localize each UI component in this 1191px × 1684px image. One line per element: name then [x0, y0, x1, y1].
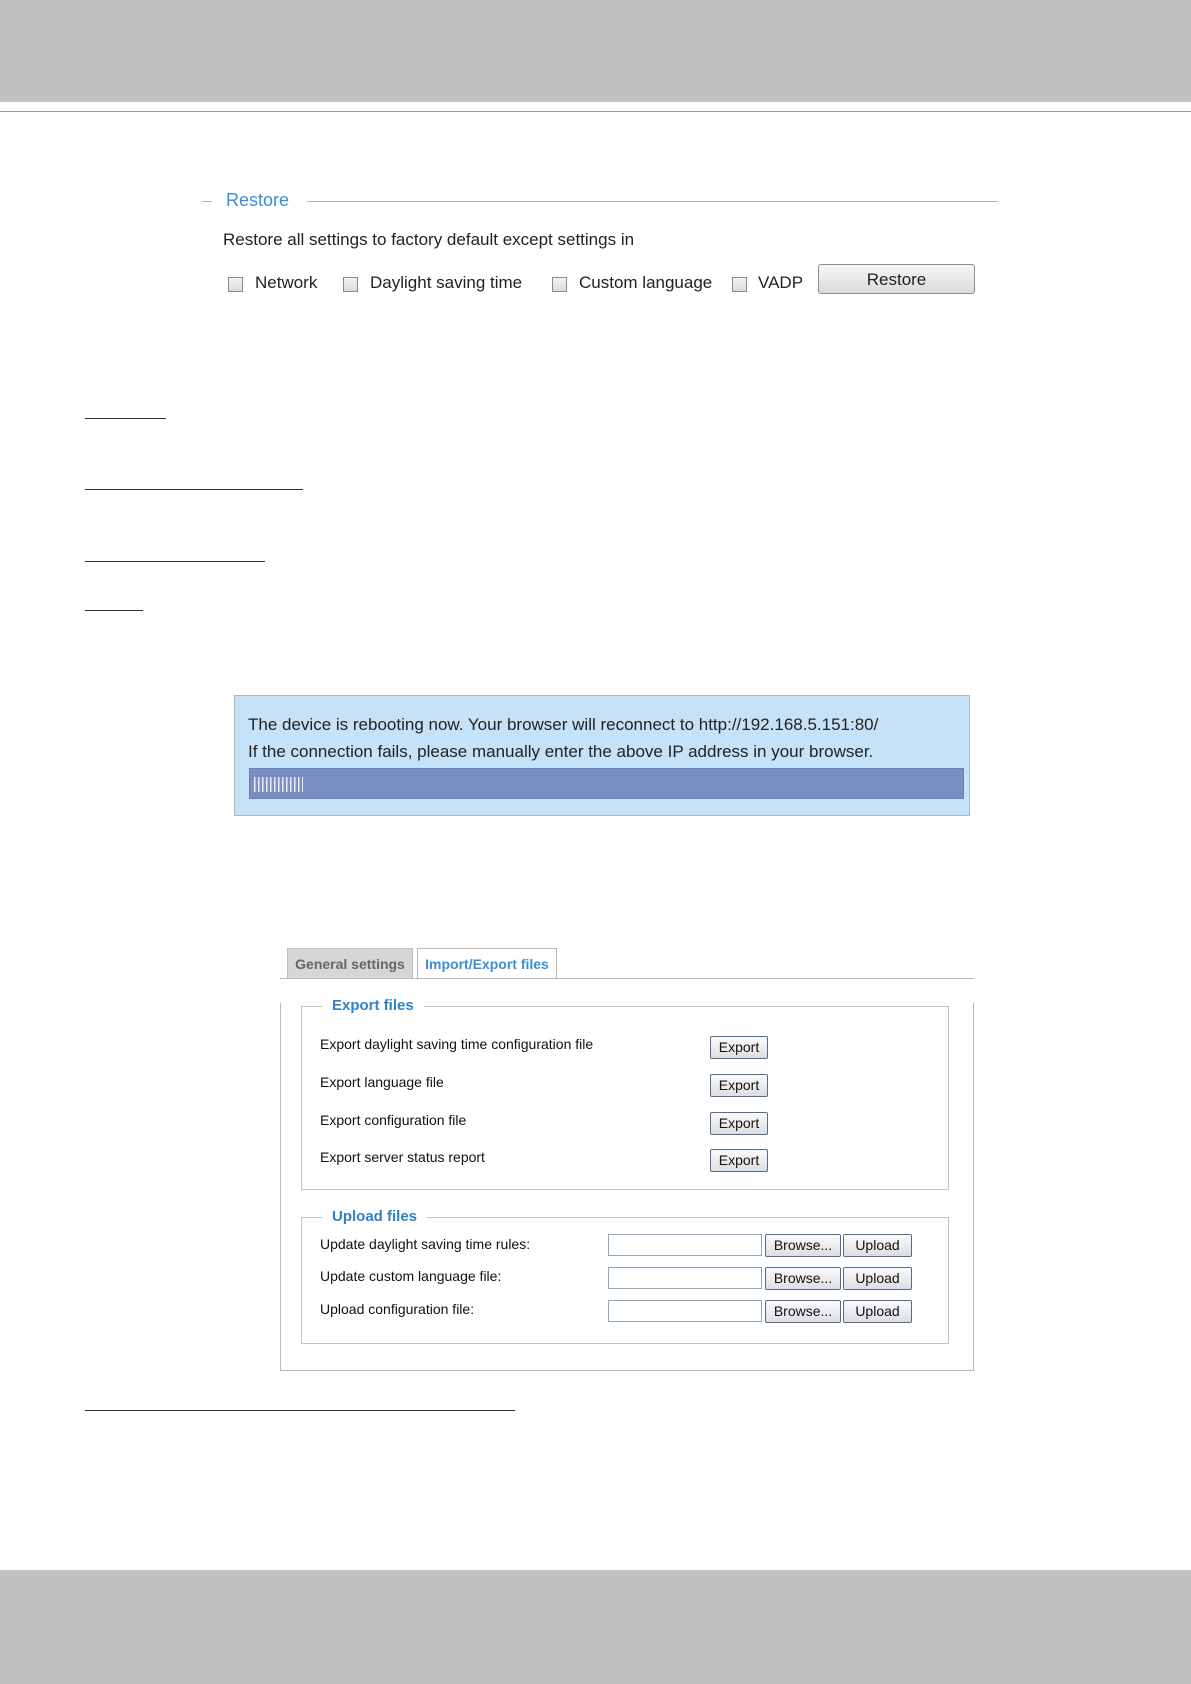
upload-config-label: Upload configuration file: [320, 1301, 475, 1317]
network-checkbox[interactable] [228, 277, 243, 292]
upload-dst-browse-button[interactable]: Browse... [765, 1234, 841, 1257]
upload-dst-label: Update daylight saving time rules: [320, 1236, 531, 1252]
upload-config-file-input[interactable] [608, 1300, 762, 1322]
reboot-progress-bar [249, 768, 964, 799]
export-language-label: Export language file [320, 1074, 444, 1090]
network-label: Network [255, 273, 318, 292]
upload-config-browse-button[interactable]: Browse... [765, 1300, 841, 1323]
export-dst-label: Export daylight saving time configuration file [320, 1036, 594, 1052]
underline-5 [85, 1410, 515, 1411]
reboot-progress-fill [254, 777, 303, 792]
export-config-button[interactable]: Export [710, 1112, 768, 1135]
reboot-message-line-2: If the connection fails, please manually enter the above IP address in your browser. [248, 742, 874, 761]
custom-language-checkbox[interactable] [552, 277, 567, 292]
upload-language-upload-button[interactable]: Upload [843, 1267, 912, 1290]
upload-files-legend: Upload files [322, 1208, 427, 1225]
tab-general-settings[interactable]: General settings [287, 948, 413, 979]
upload-dst-file-input[interactable] [608, 1234, 762, 1256]
reboot-message-line-1: The device is rebooting now. Your browser will reconnect to http://192.168.5.151:80/ [248, 715, 879, 734]
underline-3 [85, 561, 265, 562]
fieldset-border-left [202, 201, 212, 202]
upload-dst-upload-button[interactable]: Upload [843, 1234, 912, 1257]
export-config-label: Export configuration file [320, 1112, 467, 1128]
underline-1 [85, 418, 166, 419]
upload-config-upload-button[interactable]: Upload [843, 1300, 912, 1323]
vadp-label: VADP [758, 273, 804, 292]
fieldset-border-right [307, 201, 998, 202]
upload-language-file-input[interactable] [608, 1267, 762, 1289]
daylight-saving-checkbox[interactable] [343, 277, 358, 292]
underline-2 [85, 489, 303, 490]
page-header-band [0, 0, 1191, 102]
export-files-legend: Export files [322, 997, 424, 1014]
restore-button[interactable]: Restore [818, 264, 975, 294]
tab-strip-border [280, 978, 974, 979]
page-footer-band [0, 1570, 1191, 1684]
restore-legend: Restore [226, 190, 290, 210]
tab-import-export-files[interactable]: Import/Export files [417, 948, 557, 979]
export-status-report-button[interactable]: Export [710, 1149, 768, 1172]
underline-4 [85, 610, 143, 611]
custom-language-label: Custom language [579, 273, 713, 292]
vadp-checkbox[interactable] [732, 277, 747, 292]
daylight-saving-label: Daylight saving time [370, 273, 523, 292]
restore-description: Restore all settings to factory default except settings in [223, 230, 635, 249]
export-dst-button[interactable]: Export [710, 1036, 768, 1059]
export-status-report-label: Export server status report [320, 1149, 485, 1165]
export-language-button[interactable]: Export [710, 1074, 768, 1097]
upload-language-browse-button[interactable]: Browse... [765, 1267, 841, 1290]
upload-language-label: Update custom language file: [320, 1268, 502, 1284]
header-divider [0, 111, 1191, 112]
reboot-message-box [234, 695, 970, 816]
